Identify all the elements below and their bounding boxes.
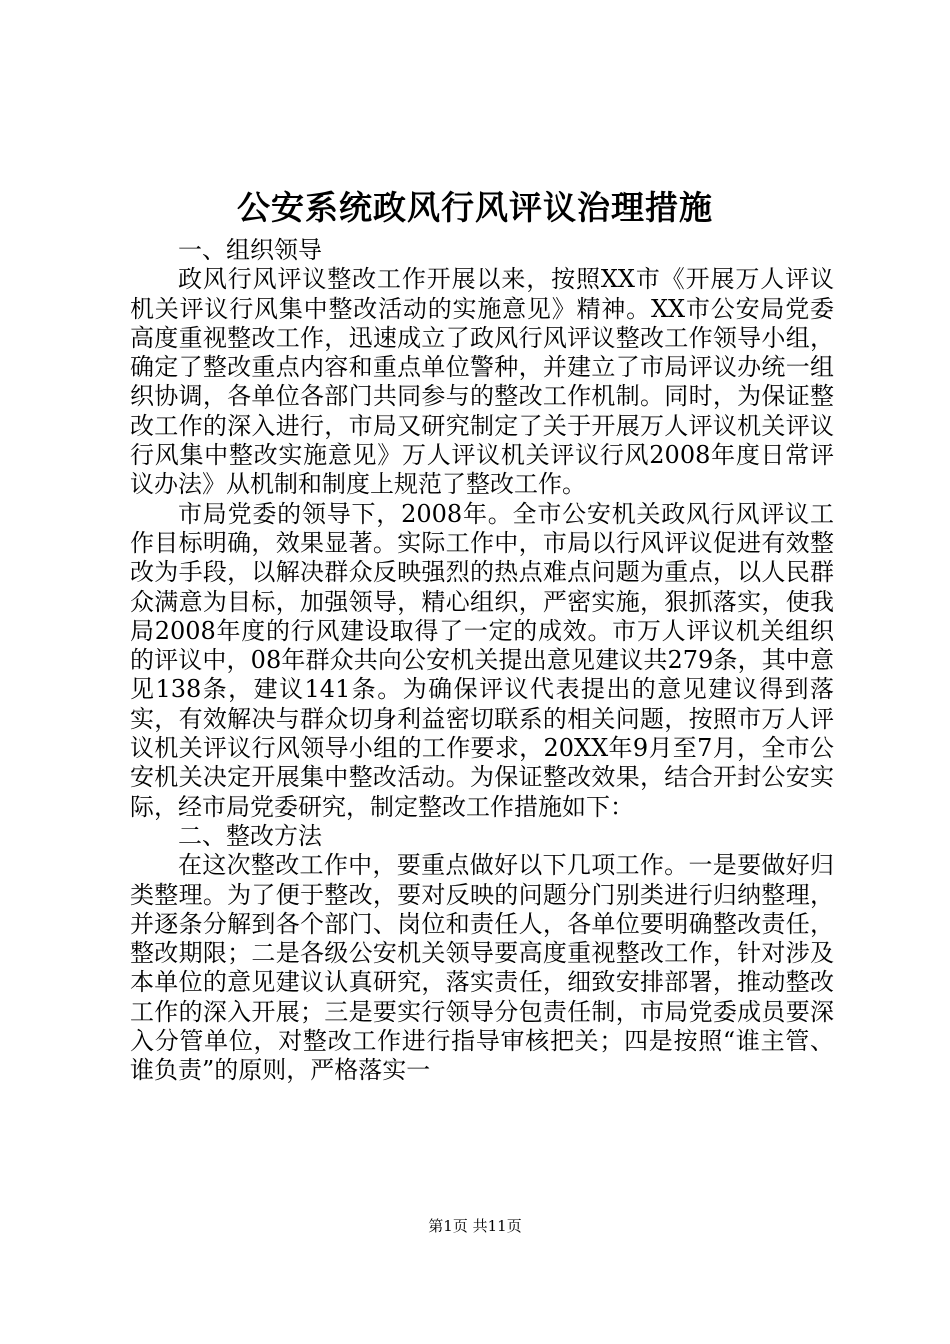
page-number-footer: 第1页 共11页 <box>428 1217 522 1235</box>
paragraph: 市局党委的领导下，2008年。全市公安机关政风行风评议工作目标明确，效果显著。实际工作中，市局以行风评议促进有效整改为手段，以解决群众反映强烈的热点难点问题为重点，以人民群众满意为目标，加强领导，精心组织，严密实施，狠抓落实，使我局2008年度的行风建设取得了一定的成效。市万人评议机关组织的评议中，08年群众共向公安机关提出意见建议共279条，其中意见138条，建议141条。为确保评议代表提出的意见建议得到落实，有效解决与群众切身利益密切联系的相关问题，按照市万人评议机关评议行风领导小组的工作要求，20XX年9月至7月，全市公安机关决定开展集中整改活动。为保证整改效果，结合开封公安实际，经市局党委研究，制定整改工作措施如下： <box>130 499 834 821</box>
paragraph: 在这次整改工作中，要重点做好以下几项工作。一是要做好归类整理。为了便于整改，要对反映的问题分门别类进行归纳整理，并逐条分解到各个部门、岗位和责任人，各单位要明确整改责任，整改期限；二是各级公安机关领导要高度重视整改工作，针对涉及本单位的意见建议认真研究，落实责任，细致安排部署，推动整改工作的深入开展；三是要实行领导分包责任制，市局党委成员要深入分管单位，对整改工作进行指导审核把关；四是按照“谁主管、谁负责”的原则，严格落实一 <box>130 851 834 1085</box>
section-heading-method: 二、整改方法 <box>178 821 322 850</box>
section-heading-organization: 一、组织领导 <box>178 236 322 264</box>
document-title: 公安系统政风行风评议治理措施 <box>237 188 713 227</box>
paragraph: 政风行风评议整改工作开展以来，按照XX市《开展万人评议机关评议行风集中整改活动的实施意见》精神。XX市公安局党委高度重视整改工作，迅速成立了政风行风评议整改工作领导小组，确定了整改重点内容和重点单位警种，并建立了市局评议办统一组织协调，各单位各部门共同参与的整改工作机制。同时，为保证整改工作的深入进行，市局又研究制定了关于开展万人评议机关评议行风集中整改实施意见》万人评议机关评议行风2008年度日常评议办法》从机制和制度上规范了整改工作。 <box>130 265 834 499</box>
document-body <box>130 236 834 1086</box>
